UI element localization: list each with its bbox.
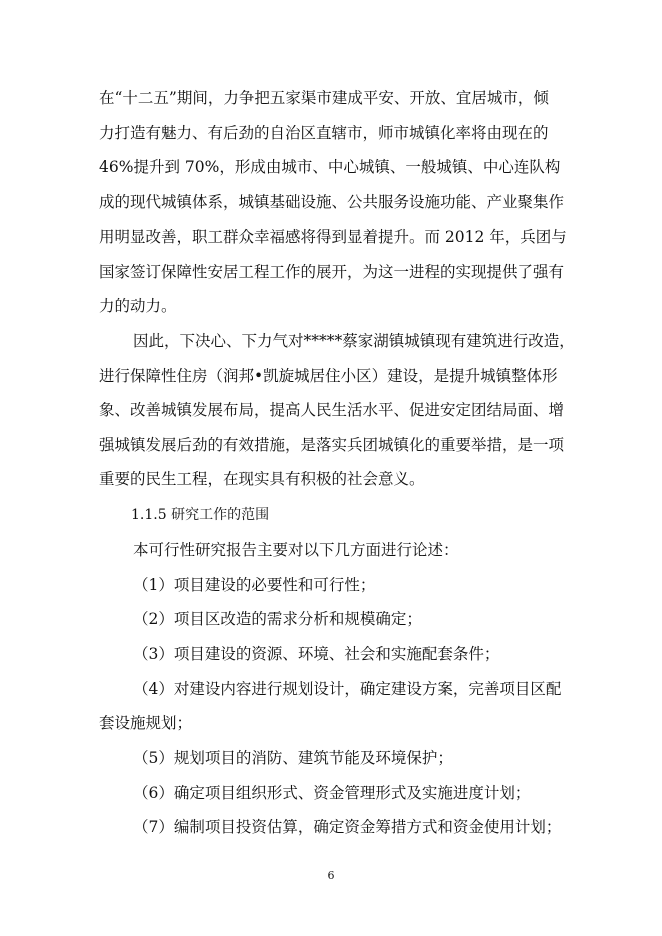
paragraph-line-14: 本可行性研究报告主要对以下几方面进行论述： — [133, 541, 459, 559]
list-item-1: （1）项目建设的必要性和可行性； — [133, 576, 376, 594]
paragraph-line-5: 用明显改善，职工群众幸福感将得到显着提升。而 2012 年，兵团与 — [99, 228, 567, 246]
paragraph-line-9: 进行保障性住房（润邦•凯旋城居住小区）建设，是提升城镇整体形 — [99, 367, 558, 385]
list-item-7: （7）编制项目投资估算，确定资金筹措方式和资金使用计划； — [133, 818, 562, 836]
paragraph-line-8: 因此，下决心、下力气对*****蔡家湖镇城镇现有建筑进行改造， — [133, 332, 575, 350]
page-number: 6 — [327, 869, 335, 882]
paragraph-line-1: 在“十二五”期间，力争把五家渠市建成平安、开放、宜居城市，倾 — [99, 89, 549, 107]
paragraph-line-4: 成的现代城镇体系，城镇基础设施、公共服务设施功能、产业聚集作 — [99, 193, 565, 211]
paragraph-line-7: 力的动力。 — [99, 297, 177, 315]
paragraph-line-6: 国家签订保障性安居工程工作的展开，为这一进程的实现提供了强有 — [99, 263, 565, 281]
list-item-5: （5）规划项目的消防、建筑节能及环境保护； — [133, 749, 453, 767]
list-item-4: （4）对建设内容进行规划设计，确定建设方案，完善项目区配 — [133, 680, 562, 698]
paragraph-line-2: 力打造有魅力、有后劲的自治区直辖市，师市城镇化率将由现在的 — [99, 124, 549, 142]
paragraph-line-3: 46%提升到 70%，形成由城市、中心城镇、一般城镇、中心连队构 — [99, 158, 561, 176]
list-item-2: （2）项目区改造的需求分析和规模确定； — [133, 610, 422, 628]
paragraph-line-10: 象、改善城镇发展布局，提高人民生活水平、促进安定团结局面、增 — [99, 401, 565, 419]
list-item-3: （3）项目建设的资源、环境、社会和实施配套条件； — [133, 645, 500, 663]
list-item-6: （6）确定项目组织形式、资金管理形式及实施进度计划； — [133, 784, 531, 802]
paragraph-line-12: 重要的民生工程，在现实具有积极的社会意义。 — [99, 470, 425, 488]
list-item-4-continued: 套设施规划； — [99, 714, 193, 732]
paragraph-line-11: 强城镇发展后劲的有效措施，是落实兵团城镇化的重要举措，是一项 — [99, 436, 565, 454]
section-heading: 1.1.5 研究工作的范围 — [131, 507, 270, 523]
